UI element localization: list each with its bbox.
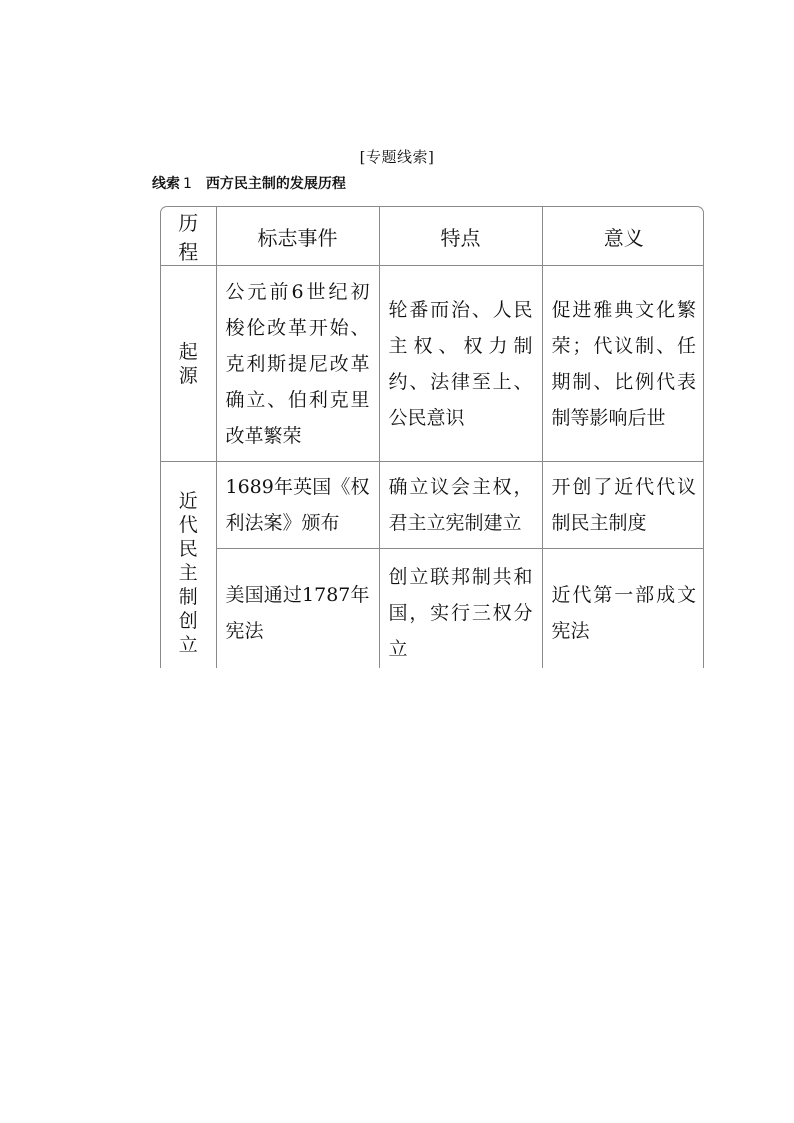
feature-cell: 创立联邦制共和国，实行三权分立 <box>379 549 542 669</box>
column-header-significance: 意义 <box>542 207 704 266</box>
history-table <box>160 206 704 668</box>
feature-cell: 轮番而治、人民主权、权力制约、法律至上、公民意识 <box>379 266 542 462</box>
table-row <box>161 462 704 549</box>
stage-label: 起源 <box>178 340 198 387</box>
column-header-stage: 历程 <box>161 207 216 266</box>
stage-label: 近代民主制创立 <box>178 489 198 656</box>
event-cell: 美国通过1787年宪法 <box>216 549 379 669</box>
significance-cell: 近代第一部成文宪法 <box>542 549 704 669</box>
section-title: [专题线索] <box>359 148 435 166</box>
column-header-feature: 特点 <box>379 207 542 266</box>
significance-cell: 促进雅典文化繁荣；代议制、任期制、比例代表制等影响后世 <box>542 266 704 462</box>
clue-heading <box>152 173 346 193</box>
column-header-event: 标志事件 <box>216 207 379 266</box>
table-row <box>161 549 704 669</box>
clue-label: 线索 <box>152 176 180 192</box>
stage-cell <box>161 462 216 669</box>
clue-title: 西方民主制的发展历程 <box>205 176 346 192</box>
event-cell: 公元前6世纪初梭伦改革开始、克利斯提尼改革确立、伯利克里改革繁荣 <box>216 266 379 462</box>
clue-number: 1 <box>183 176 192 192</box>
event-cell: 1689年英国《权利法案》颁布 <box>216 462 379 549</box>
table-header-row <box>161 207 704 266</box>
feature-cell: 确立议会主权，君主立宪制建立 <box>379 462 542 549</box>
significance-cell: 开创了近代代议制民主制度 <box>542 462 704 549</box>
table-row <box>161 266 704 462</box>
stage-cell <box>161 266 216 462</box>
